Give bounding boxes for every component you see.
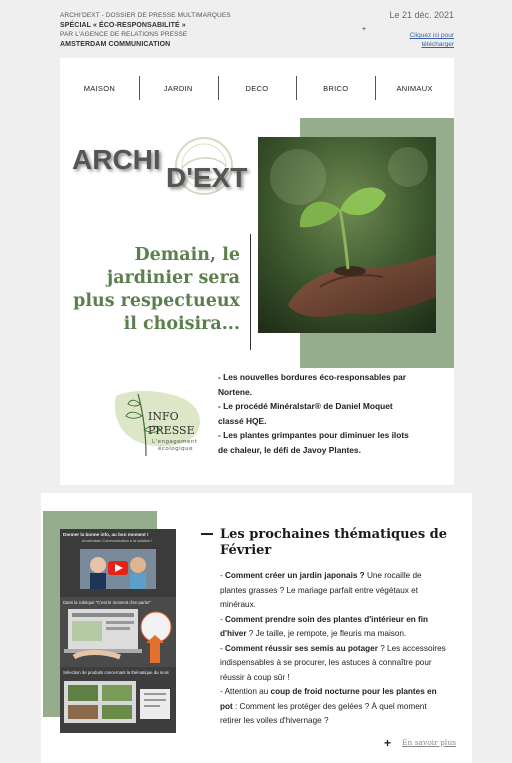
presse-text: PRESSE — [148, 424, 195, 437]
sender-line-2: SPÉCIAL « ÉCO-RESPONSABILITÉ » — [60, 21, 186, 29]
theme-pre: Attention au — [224, 687, 271, 696]
hero-card — [60, 58, 454, 485]
category-nav — [60, 76, 454, 100]
theme-item: - Comment réussir ses semis au potager ? Les accessoires indispensables à se procurer, les astuces à connaître pour réussir à coup sûr ! — [220, 643, 446, 682]
theme-title: Comment prendre soin des plantes d'intérieur en fin d'hiver — [220, 614, 429, 638]
theme-title: Comment créer un jardin japonais ? — [225, 571, 365, 580]
collage-caption: Donner la bonne info, au bon moment ! — [63, 532, 149, 537]
plus-icon: + — [362, 26, 367, 33]
collage-panel-products — [60, 667, 176, 733]
sender-line-3: PAR L'AGENCE DE RELATIONS PRESSE — [60, 31, 188, 38]
nav-item-brico[interactable]: BRICO — [296, 76, 375, 100]
sender-line-1: ARCHI'DEXT - DOSSIER DE PRESSE MULTIMARQUES — [60, 12, 231, 19]
engagement-text: L'engagement — [152, 439, 198, 445]
themes-card — [41, 493, 472, 763]
theme-desc: : Comment les protéger des gelées ? À quel moment retirer les voiles d'hivernage ? — [220, 701, 427, 725]
ecologique-text: écologique — [158, 446, 194, 452]
logo-text-archi: ARCHI — [72, 144, 161, 175]
sender-info — [60, 11, 260, 49]
highlight-item: - Le procédé Minéralstar® de Daniel Moquet classé HQE. — [218, 401, 393, 426]
section-title: Les prochaines thématiques de Février — [220, 527, 448, 558]
theme-title: coup de froid nocturne pour les plantes en pot — [220, 687, 437, 711]
collage-caption: Dans la rubrique "C'est le moment d'en parler" — [63, 600, 152, 605]
nav-item-animaux[interactable]: ANIMAUX — [375, 76, 454, 100]
title-dash — [201, 533, 213, 535]
seedling-photo — [258, 137, 436, 333]
theme-item: - Attention au coup de froid nocturne pour les plantes en pot : Comment les protéger des gelées ? À quel moment retirer les voiles d'hivernage ? — [220, 687, 437, 725]
archidext-logo — [70, 136, 250, 198]
nav-item-maison[interactable]: MAISON — [83, 83, 116, 93]
sender-line-4: AMSTERDAM COMMUNICATION — [60, 40, 171, 48]
info-presse-logo — [112, 386, 208, 463]
themes-list — [220, 569, 446, 729]
download-link[interactable]: Cliquez ici pour télécharger — [409, 32, 454, 48]
collage-caption: Amsterdam Communication a la solution ! — [82, 539, 153, 543]
highlight-item: - Les nouvelles bordures éco-responsables par Nortene. — [218, 372, 407, 397]
plus-icon[interactable]: + — [384, 736, 392, 750]
hero-headline: Demain, le jardinier sera plus respectueux il choisira... — [73, 245, 240, 334]
collage-caption: Sélection de produits concernant la thématique du mois — [63, 670, 169, 675]
promo-collage — [60, 529, 176, 733]
theme-desc: ? Les accessoires indispensables à se procurer, les astuces à connaître pour réussir à coup sûr ! — [220, 643, 446, 682]
video-thumbnail[interactable] — [80, 549, 156, 589]
theme-desc: ? Je taille, je rempote, je fleuris ma maison. — [246, 629, 407, 638]
divider-line — [250, 234, 251, 350]
nav-item-jardin[interactable]: JARDIN — [139, 76, 218, 100]
info-text: INFO — [148, 410, 179, 423]
highlights-list — [218, 370, 418, 458]
collage-panel-article — [60, 597, 176, 667]
highlight-item: - Les plantes grimpantes pour diminuer les ilots de chaleur, le défi de Javoy Plantes. — [218, 430, 409, 455]
theme-item: - Comment créer un jardin japonais ? Une rocaille de plantes grasses ? Le mariage parfait entre végétaux et minéraux. — [220, 571, 422, 609]
logo-text-dext: D'EXT — [166, 162, 248, 193]
read-more-link[interactable]: En savoir plus — [402, 738, 457, 747]
laptop-illustration — [64, 607, 174, 665]
nav-item-deco[interactable]: DECO — [218, 76, 297, 100]
theme-title: Comment réussir ses semis au potager — [225, 643, 378, 653]
theme-item: - Comment prendre soin des plantes d'intérieur en fin d'hiver ? Je taille, je rempote, je fleuris ma maison. — [220, 614, 429, 638]
products-illustration — [64, 679, 172, 731]
theme-desc: Une rocaille de plantes grasses ? Le mariage parfait entre végétaux et minéraux. — [220, 571, 422, 609]
collage-panel-video — [60, 529, 176, 597]
newsletter-date: Le 21 déc. 2021 — [389, 10, 454, 20]
